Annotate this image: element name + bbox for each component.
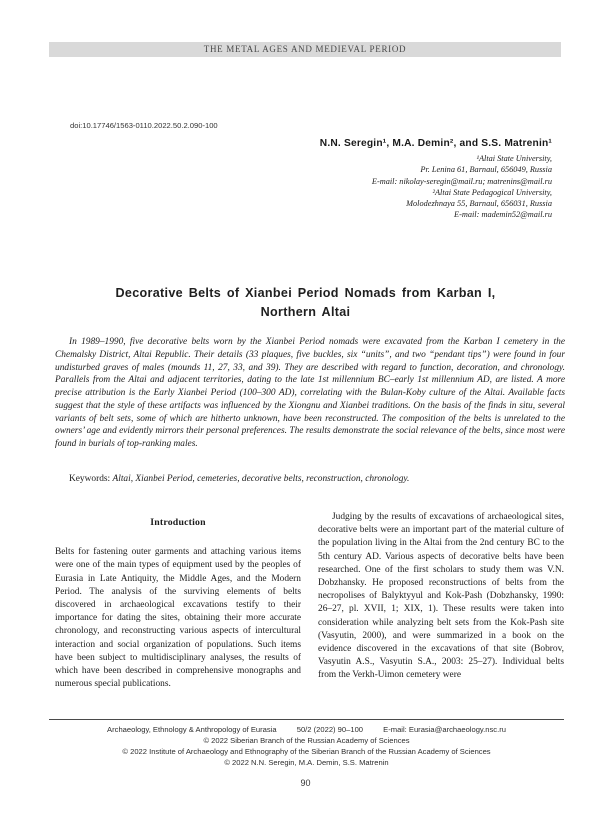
article-title-line1: Decorative Belts of Xianbei Period Nomads from Karban I, xyxy=(115,286,496,300)
introduction-paragraph: Belts for fastening outer garments and attaching various items were one of the main types of equipment used by the peoples of Eurasia in Late Antiquity, the Middle Ages, and the Modern Period. The analysis of the surviving elements of belts discovered in archaeological excavations testify to their importance for dating the sites, obtaining their more accurate chronology, and reconstructing various aspects of intercultural interaction and social organization of populations. Such items have been subject to multidisciplinary analyses, the results of which have been described in comprehensive monographs and numerous special publications. xyxy=(55,547,301,690)
article-title-line2: Northern Altai xyxy=(260,304,351,319)
introduction-heading: Introduction xyxy=(150,517,206,528)
journal-info-line xyxy=(49,724,564,735)
affiliation-line: Pr. Lenina 61, Barnaul, 656049, Russia xyxy=(420,165,552,175)
body-paragraph: Judging by the results of excavations of archaeological sites, decorative belts were an important part of the material culture of the population living in the Altai from the 2nd century BC to the 5th century AD. Various aspects of decorative belts have been researched. One of the first scholars to study them was V.N. Dobzhansky. He proposed reconstructions of belts from the necropolises of Balyktyyul and Kok-Pash (Dobzhansky, 1990: 26–27, pl. XVII, 1; XIX, 1). These results were taken into consideration while analyzing belt sets from the Kok-Pash site (Vasyutin, 2000), and were summarized in a book on the evidence discovered in the excavations of that site (Bobrov, Vasyutin A.S., Vasyutin S.A., 2003: 25–27). Individual belts from the Verkh-Uimon cemetery were xyxy=(318,512,564,681)
affiliation-line: Molodezhnaya 55, Barnaul, 656031, Russia xyxy=(406,199,552,209)
authors-block xyxy=(320,138,552,221)
abstract-paragraph: In 1989–1990, five decorative belts worn by the Xianbei Period nomads were excavated from the Karban I cemetery in the Chemalsky District, Altai Republic. Their details (33 plaques, five buckles, six “units”, and two “pendant tips”) were found in four undisturbed graves of males (mounds 11, 27, 33, and 39). They are described with regard to function, decoration, and chronology. Parallels from the Altai and adjacent territories, dating to the late 1st millennium BC–early 1st millennium AD, are listed. A more precise attribution is the Early Xianbei Period (100–300 AD), correlating with the Bulan-Koby culture of the Altai. Available facts suggest that the style of these artifacts was influenced by the Xiongnu and Xianbei traditions. On the basis of the finds in situ, several variants of belt sets, some of which are hitherto unknown, have been reconstructed. The composition of the belts is unrelated to the owners’ age and evidently mirrors their personal preferences. The results demonstrate the social relevance of the belts, since most were found in burials of top-ranking males. xyxy=(55,337,565,449)
keywords-label: Keywords: xyxy=(69,474,111,484)
affiliation-line-email: E-mail: mademin52@mail.ru xyxy=(454,210,552,220)
affiliation-line-email: E-mail: nikolay-seregin@mail.ru; matrenins@mail.ru xyxy=(371,176,552,186)
running-head-band xyxy=(49,42,561,57)
affiliation-line: ²Altai State Pedagogical University, xyxy=(432,187,552,197)
section-title: THE METAL AGES AND MEDIEVAL PERIOD xyxy=(203,44,407,54)
keywords-line xyxy=(55,474,565,484)
right-column xyxy=(318,511,564,691)
footer-imprint xyxy=(49,719,564,768)
affiliation-line: ¹Altai State University, xyxy=(476,154,552,163)
journal-email: E-mail: Eurasia@archaeology.nsc.ru xyxy=(383,725,506,734)
copyright-line: © 2022 Institute of Archaeology and Ethnography of the Siberian Branch of the Russian Academy of Sciences xyxy=(122,747,491,756)
journal-issue: 50/2 (2022) 90–100 xyxy=(296,725,364,734)
keywords-text: Altai, Xianbei Period, cemeteries, decorative belts, reconstruction, chronology. xyxy=(112,474,410,484)
doi-text: doi:10.17746/1563-0110.2022.50.2.090-100 xyxy=(70,121,218,130)
copyright-line: © 2022 Siberian Branch of the Russian Academy of Sciences xyxy=(203,736,410,745)
two-column-body xyxy=(55,511,565,691)
left-column xyxy=(55,511,301,691)
page-number: 90 xyxy=(300,778,311,788)
authors-line: N.N. Seregin¹, M.A. Demin², and S.S. Matrenin¹ xyxy=(319,138,552,149)
article-title xyxy=(0,284,611,321)
copyright-line: © 2022 N.N. Seregin, M.A. Demin, S.S. Matrenin xyxy=(224,758,389,767)
journal-name: Archaeology, Ethnology & Anthropology of Eurasia xyxy=(107,725,277,734)
